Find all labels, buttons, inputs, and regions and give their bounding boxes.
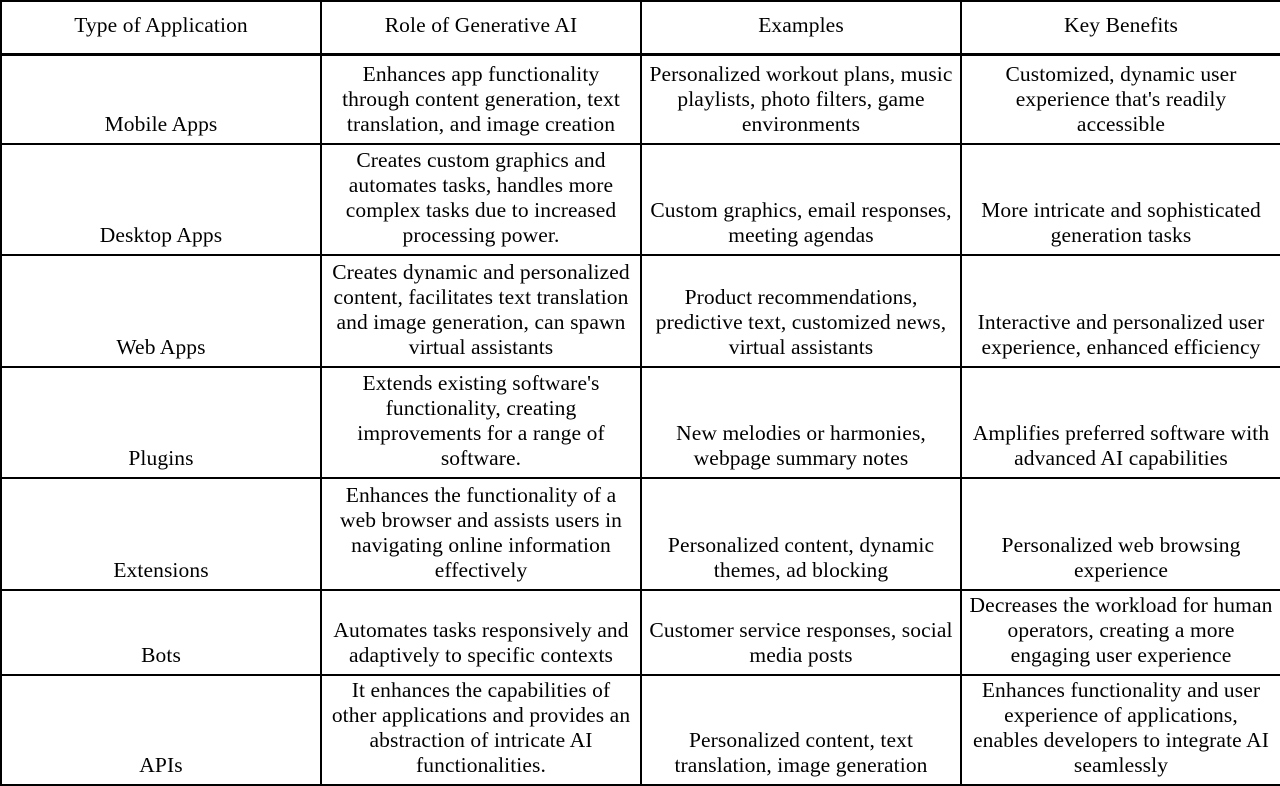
cell-text-type: Mobile Apps bbox=[104, 112, 218, 137]
cell-text-examples: Custom graphics, email responses, meeting agendas bbox=[650, 198, 952, 248]
cell-examples bbox=[641, 590, 961, 675]
cell-type bbox=[1, 54, 321, 144]
cell-text-benefits: Interactive and personalized user experience, enhanced efficiency bbox=[977, 310, 1265, 360]
table-row bbox=[1, 590, 1280, 675]
cell-text-role: Creates custom graphics and automates tasks, handles more complex tasks due to increased processing power. bbox=[345, 148, 617, 248]
cell-benefits bbox=[961, 54, 1280, 144]
table-body bbox=[1, 54, 1280, 785]
cell-examples bbox=[641, 255, 961, 367]
column-header-key-benefits bbox=[961, 1, 1280, 54]
cell-examples bbox=[641, 144, 961, 255]
column-header-examples bbox=[641, 1, 961, 54]
cell-text-role: Creates dynamic and personalized content, facilitates text translation and image generation, can spawn virtual assistants bbox=[332, 260, 630, 360]
cell-role bbox=[321, 590, 641, 675]
table-row bbox=[1, 54, 1280, 144]
table-row bbox=[1, 367, 1280, 478]
cell-type bbox=[1, 590, 321, 675]
cell-text-benefits: Amplifies preferred software with advanced AI capabilities bbox=[972, 421, 1270, 471]
cell-benefits bbox=[961, 478, 1280, 590]
cell-role bbox=[321, 54, 641, 144]
cell-benefits bbox=[961, 675, 1280, 785]
cell-text-examples: New melodies or harmonies, webpage summary notes bbox=[676, 421, 926, 471]
cell-type bbox=[1, 478, 321, 590]
table-header-row bbox=[1, 1, 1280, 54]
table-row bbox=[1, 144, 1280, 255]
cell-text-type: APIs bbox=[139, 752, 183, 777]
cell-text-examples: Product recommendations, predictive text, customized news, virtual assistants bbox=[655, 285, 947, 360]
cell-examples bbox=[641, 675, 961, 785]
cell-text-role: Extends existing software's functionality, creating improvements for a range of software. bbox=[357, 371, 605, 471]
column-header-label: Key Benefits bbox=[1063, 12, 1179, 37]
cell-text-examples: Personalized workout plans, music playlists, photo filters, game environments bbox=[649, 62, 953, 137]
cell-text-examples: Personalized content, text translation, image generation bbox=[674, 727, 928, 777]
cell-examples bbox=[641, 478, 961, 590]
cell-text-role: Enhances app functionality through content generation, text translation, and image creation bbox=[342, 62, 620, 137]
cell-text-benefits: Customized, dynamic user experience that's readily accessible bbox=[1005, 62, 1237, 137]
cell-text-role: Automates tasks responsively and adaptively to specific contexts bbox=[333, 618, 629, 668]
cell-benefits bbox=[961, 144, 1280, 255]
cell-type bbox=[1, 255, 321, 367]
cell-text-type: Extensions bbox=[113, 558, 209, 583]
cell-benefits bbox=[961, 367, 1280, 478]
cell-role bbox=[321, 144, 641, 255]
cell-type bbox=[1, 675, 321, 785]
column-header-label: Examples bbox=[758, 12, 844, 37]
cell-text-benefits: Personalized web browsing experience bbox=[1001, 533, 1241, 583]
cell-role bbox=[321, 675, 641, 785]
column-header-type-of-application bbox=[1, 1, 321, 54]
cell-text-role: It enhances the capabilities of other applications and provides an abstraction of intricate AI functionalities. bbox=[331, 678, 631, 777]
cell-role bbox=[321, 478, 641, 590]
cell-benefits bbox=[961, 590, 1280, 675]
cell-role bbox=[321, 367, 641, 478]
cell-text-type: Desktop Apps bbox=[99, 223, 223, 248]
cell-text-examples: Customer service responses, social media posts bbox=[649, 618, 953, 668]
column-header-role-of-generative-ai bbox=[321, 1, 641, 54]
cell-type bbox=[1, 367, 321, 478]
cell-type bbox=[1, 144, 321, 255]
cell-text-benefits: Decreases the workload for human operators, creating a more engaging user experience bbox=[969, 593, 1273, 668]
table-header bbox=[1, 1, 1280, 54]
cell-text-benefits: Enhances functionality and user experience of applications, enables developers to integrate AI seamlessly bbox=[973, 678, 1269, 777]
cell-examples bbox=[641, 54, 961, 144]
table-row bbox=[1, 255, 1280, 367]
table-row bbox=[1, 478, 1280, 590]
cell-text-examples: Personalized content, dynamic themes, ad blocking bbox=[667, 533, 935, 583]
cell-role bbox=[321, 255, 641, 367]
cell-text-type: Plugins bbox=[128, 446, 194, 471]
cell-benefits bbox=[961, 255, 1280, 367]
cell-examples bbox=[641, 367, 961, 478]
cell-text-type: Web Apps bbox=[116, 335, 206, 360]
cell-text-benefits: More intricate and sophisticated generation tasks bbox=[981, 198, 1261, 248]
column-header-label: Role of Generative AI bbox=[384, 12, 578, 37]
cell-text-role: Enhances the functionality of a web browser and assists users in navigating online information effectively bbox=[339, 483, 623, 583]
column-header-label: Type of Application bbox=[74, 12, 248, 37]
cell-text-type: Bots bbox=[141, 643, 181, 668]
table-row bbox=[1, 675, 1280, 785]
